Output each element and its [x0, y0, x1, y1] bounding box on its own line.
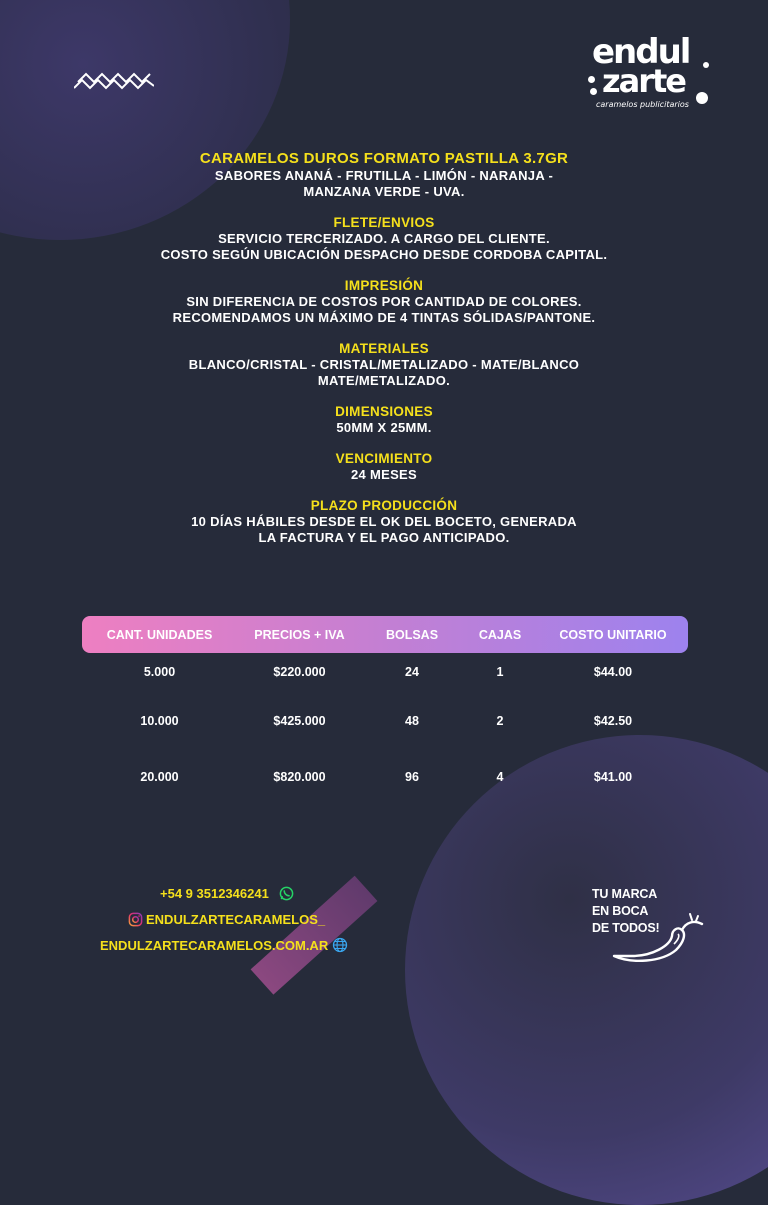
- section-text: SIN DIFERENCIA DE COSTOS POR CANTIDAD DE COLORES.: [186, 294, 582, 309]
- table-cell: $425.000: [273, 714, 326, 728]
- table-cell: 1: [496, 665, 504, 679]
- section-dimensions: [0, 404, 768, 436]
- table-cell: 48: [405, 714, 419, 728]
- table-header: [82, 616, 688, 653]
- logo-dot: [703, 62, 709, 68]
- section-text: 24 MESES: [351, 467, 417, 482]
- website-link[interactable]: ENDULZARTECARAMELOS.COM.AR: [100, 937, 329, 953]
- instagram-handle[interactable]: ENDULZARTECARAMELOS_: [146, 912, 326, 927]
- chili-pepper-icon: [612, 912, 712, 964]
- logo-dot: [588, 76, 595, 83]
- column-header: CANT. UNIDADES: [106, 627, 213, 642]
- section-heading: DIMENSIONES: [335, 404, 433, 419]
- section-heading: CARAMELOS DUROS FORMATO PASTILLA 3.7GR: [199, 150, 569, 167]
- section-shipping: [0, 215, 768, 263]
- section-text: 10 DÍAS HÁBILES DESDE EL OK DEL BOCETO, GENERADA: [191, 514, 577, 529]
- table-cell: 24: [405, 665, 419, 679]
- column-header: COSTO UNITARIO: [559, 627, 667, 642]
- column-header: PRECIOS + IVA: [254, 627, 345, 642]
- section-expiry: [0, 451, 768, 483]
- table-cell: 4: [496, 770, 504, 784]
- instagram-row[interactable]: [128, 912, 325, 927]
- slogan-line: TU MARCA: [592, 887, 658, 901]
- section-text: MATE/METALIZADO.: [317, 373, 451, 388]
- price-table: [82, 616, 688, 784]
- table-row: [82, 665, 688, 679]
- section-production-time: [0, 498, 768, 546]
- section-printing: [0, 278, 768, 326]
- section-text: SABORES ANANÁ - FRUTILLA - LIMÓN - NARANJA -: [214, 168, 554, 183]
- logo-dot: [696, 92, 708, 104]
- logo-text-line1: endul: [592, 32, 690, 72]
- website-row[interactable]: [100, 937, 348, 953]
- decorative-circle-bottom: [405, 735, 768, 1205]
- table-row: [82, 770, 688, 784]
- section-materials: [0, 341, 768, 389]
- phone-row[interactable]: [160, 886, 294, 901]
- column-header: BOLSAS: [385, 627, 439, 642]
- section-heading: MATERIALES: [339, 341, 429, 356]
- section-text: LA FACTURA Y EL PAGO ANTICIPADO.: [258, 530, 510, 545]
- section-text: RECOMENDAMOS UN MÁXIMO DE 4 TINTAS SÓLIDAS/PANTONE.: [172, 310, 596, 325]
- whatsapp-icon: [279, 886, 294, 901]
- product-details: [0, 150, 768, 561]
- table-cell: 2: [496, 714, 504, 728]
- table-cell: 20.000: [140, 770, 179, 784]
- table-cell: 5.000: [143, 665, 176, 679]
- logo-tagline: caramelos publicitarios: [596, 100, 689, 109]
- section-text: COSTO SEGÚN UBICACIÓN DESPACHO DESDE CORDOBA CAPITAL.: [160, 247, 608, 262]
- section-text: MANZANA VERDE - UVA.: [303, 184, 465, 199]
- section-heading: VENCIMIENTO: [335, 451, 433, 466]
- table-cell: $44.00: [593, 665, 633, 679]
- globe-icon: [332, 937, 348, 953]
- instagram-icon: [128, 912, 143, 927]
- table-cell: $820.000: [273, 770, 326, 784]
- logo-dot: [590, 88, 597, 95]
- section-text: 50MM X 25MM.: [336, 420, 432, 435]
- zigzag-icon: [74, 72, 154, 92]
- section-heading: PLAZO PRODUCCIÓN: [310, 498, 458, 513]
- logo-text-line2: zarte: [602, 62, 685, 100]
- brand-logo: [586, 34, 716, 114]
- slogan-line: EN BOCA: [592, 904, 649, 918]
- section-heading: IMPRESIÓN: [344, 278, 424, 293]
- table-cell: 96: [405, 770, 419, 784]
- phone-number[interactable]: +54 9 3512346241: [160, 886, 269, 901]
- section-text: SERVICIO TERCERIZADO. A CARGO DEL CLIENTE.: [218, 231, 550, 246]
- table-cell: $220.000: [273, 665, 326, 679]
- column-header: CAJAS: [478, 627, 522, 642]
- table-row: [82, 714, 688, 728]
- slogan-line: DE TODOS!: [592, 921, 660, 935]
- section-heading: FLETE/ENVIOS: [333, 215, 435, 230]
- table-cell: $42.50: [593, 714, 633, 728]
- table-cell: 10.000: [140, 714, 179, 728]
- section-text: BLANCO/CRISTAL - CRISTAL/METALIZADO - MATE/BLANCO: [188, 357, 580, 372]
- table-cell: $41.00: [593, 770, 633, 784]
- section-product: [0, 150, 768, 200]
